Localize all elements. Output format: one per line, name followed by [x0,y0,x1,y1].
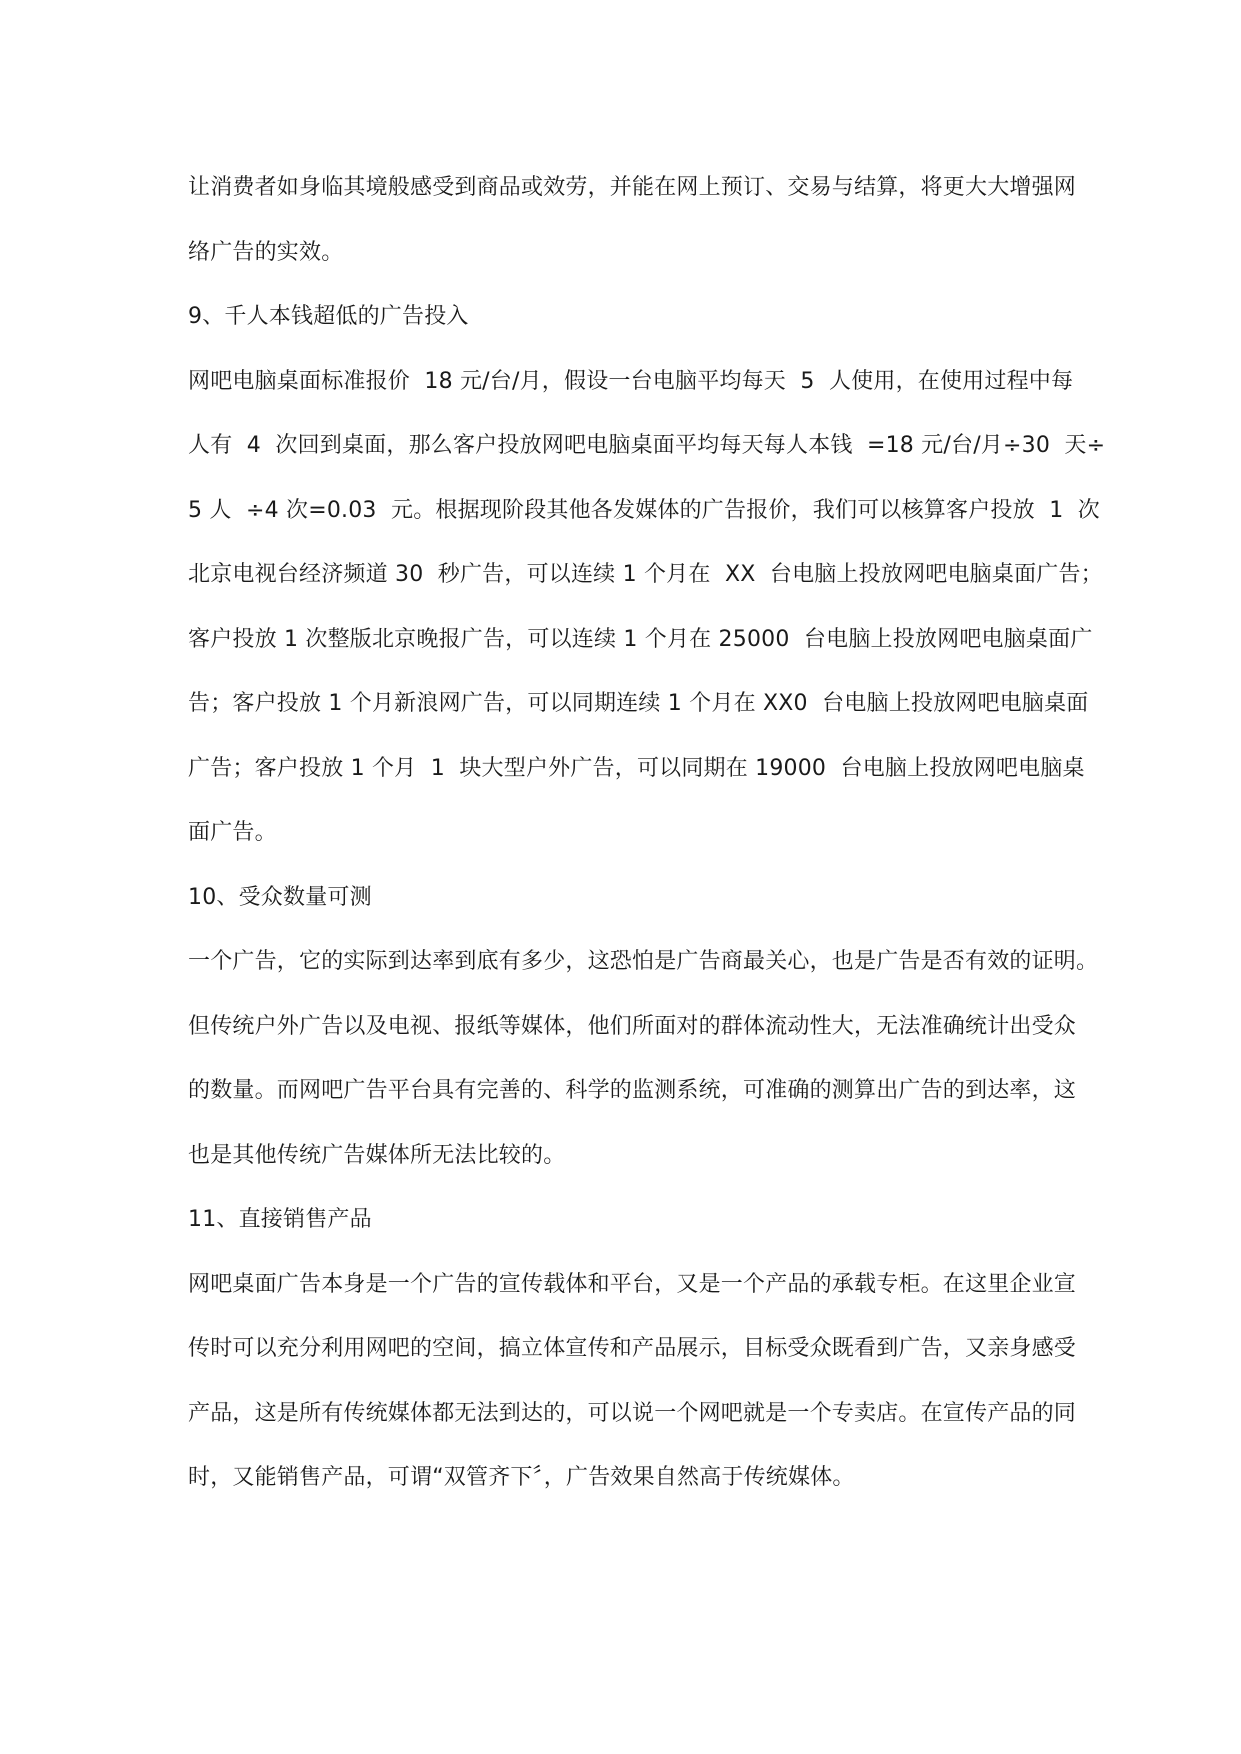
document-body [188,156,1106,1511]
text-line: 面广告。 [188,820,277,845]
text-line: 也是其他传统广告媒体所无法比较的。 [188,1142,566,1168]
text-line: 客户投放 1 次整版北京晚报广告，可以连续 1 个月在 25000 台电脑上投放网吧电脑桌面广 [188,626,1093,652]
text-line: 网吧桌面广告本身是一个广告的宣传载体和平台，又是一个产品的承载专柜。在这里企业宣 [188,1271,1077,1297]
text-line: 传时可以充分利用网吧的空间，搞立体宣传和产品展示，目标受众既看到广告，又亲身感受 [188,1336,1077,1361]
text-line: 5 人 ÷4 次=0.03 元。根据现阶段其他各发媒体的广告报价，我们可以核算客户投放 1 次 [188,497,1100,523]
text-line: 的数量。而网吧广告平台具有完善的、科学的监测系统，可准确的测算出广告的到达率，这 [188,1078,1077,1103]
text-line: 让消费者如身临其境般感受到商品或效劳，并能在网上预订、交易与结算，将更大大增强网 [188,175,1077,200]
text-line: 网吧电脑桌面标准报价 18 元/台/月，假设一台电脑平均每天 5 人使用，在使用过程中每 [188,368,1074,394]
section-heading: 11、直接销售产品 [188,1207,372,1232]
section-heading: 9、千人本钱超低的广告投入 [188,304,469,329]
text-line: 但传统户外广告以及电视、报纸等媒体，他们所面对的群体流动性大，无法准确统计出受众 [188,1013,1077,1039]
text-line: 广告；客户投放 1 个月 1 块大型户外广告，可以同期在 19000 台电脑上投放网吧电脑桌 [188,755,1085,781]
text-line: 时，又能销售产品，可谓“双管齐下〞，广告效果自然高于传统媒体。 [188,1465,855,1490]
section-heading: 10、受众数量可测 [188,884,372,910]
text-line: 告；客户投放 1 个月新浪网广告，可以同期连续 1 个月在 XX0 台电脑上投放网吧电脑桌面 [188,691,1089,716]
text-line: 北京电视台经济频道 30 秒广告，可以连续 1 个月在 XX 台电脑上投放网吧电脑桌面广告； [188,562,1103,587]
text-line: 产品，这是所有传统媒体都无法到达的，可以说一个网吧就是一个专卖店。在宣传产品的同 [188,1400,1077,1426]
text-line: 一个广告，它的实际到达率到底有多少，这恐怕是广告商最关心，也是广告是否有效的证明。 [188,949,1099,974]
text-line: 络广告的实效。 [188,239,344,265]
text-line: 人有 4 次回到桌面，那么客户投放网吧电脑桌面平均每天每人本钱 =18 元/台/月÷30 天÷ [188,433,1106,458]
